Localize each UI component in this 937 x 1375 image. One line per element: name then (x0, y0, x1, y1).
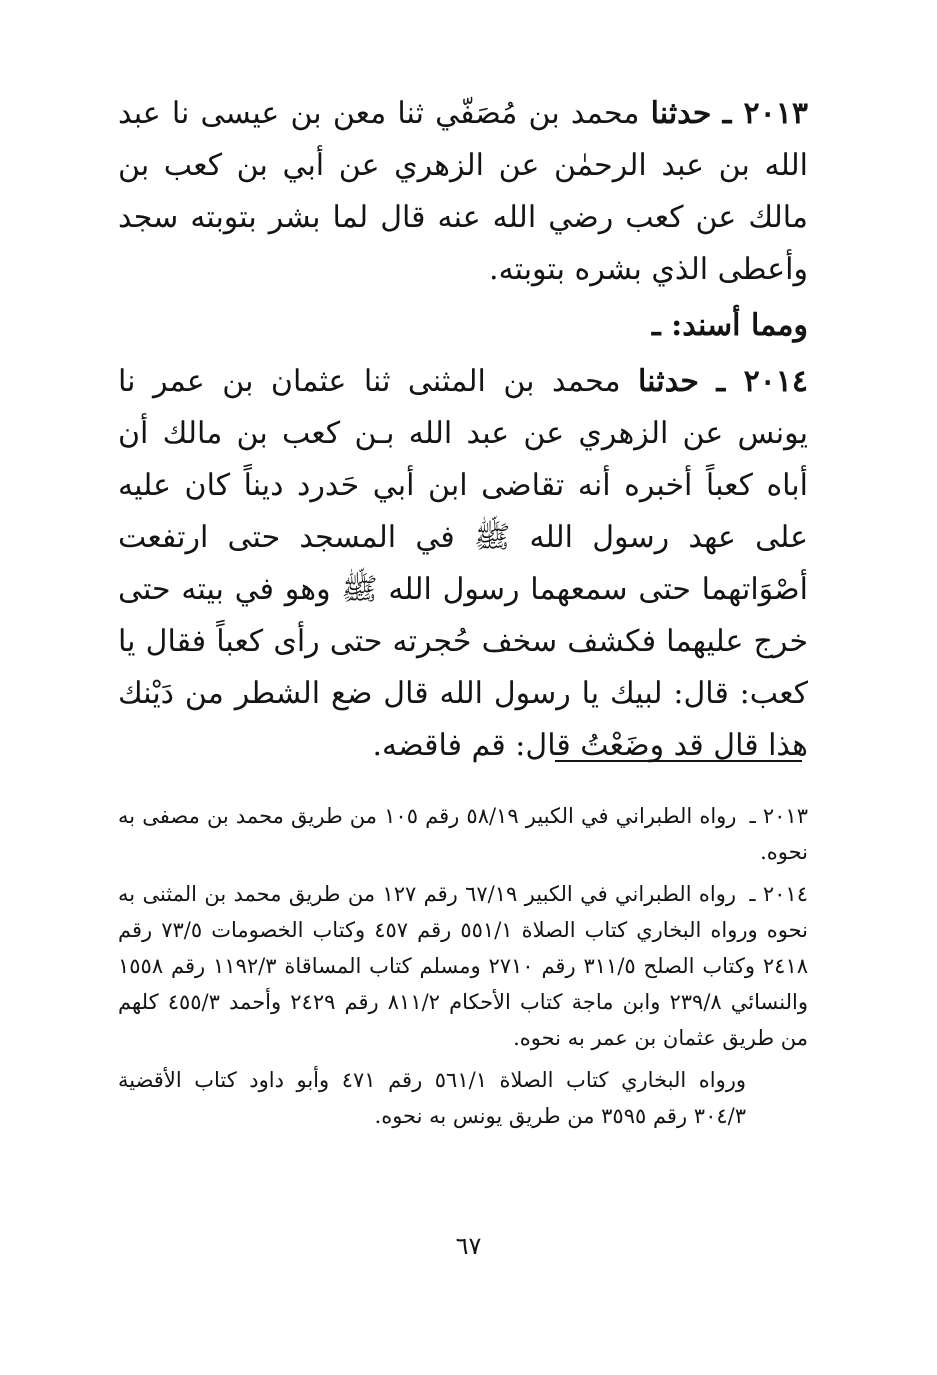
footnote-2014 (118, 876, 808, 1056)
section-heading: ومما أسند: ـ (651, 308, 808, 343)
footnote-number: ٢٠١٤ ـ (749, 882, 808, 906)
hadith-text: محمد بن مُصَفّي ثنا معن بن عيسى نا عبد الله بن عبد الرحمٰن عن الزهري عن أبي بن كعب بن مالك عن كعب رضي الله عنه قال لما بشر بتوبته سجد وأعطى الذي بشره بتوبته. (118, 96, 808, 287)
hadith-number: ٢٠١٤ ـ (716, 364, 809, 399)
hadith-2013 (118, 88, 808, 296)
footnotes (118, 798, 808, 1140)
footnote-text: ورواه البخاري كتاب الصلاة ٥٦١/١ رقم ٤٧١ وأبو داود كتاب الأقضية ٣٠٤/٣ رقم ٣٥٩٥ من طريق يونس به نحوه. (118, 1068, 746, 1128)
page-number: ٦٧ (455, 1232, 482, 1260)
footnote-divider (555, 760, 802, 762)
hadith-text: محمد بن المثنى ثنا عثمان بن عمر نا يونس عن الزهري عن عبد الله بـن كعب بن مالك أن أباه كعباً أخبره أنه تقاضى ابن أبي حَدرد ديناً كان عليه على عهد رسول الله ﷺ في المسجد حتى ارتفعت أصْوَاتهما حتى سمعهما رسول الله ﷺ وهو في بيته حتى خرج عليهما فكشف سخف حُجرته حتى رأى كعباً فقال يا كعب: قال: لبيك يا رسول الله قال ضع الشطر من دَيْنك هذا قال قد وضَعْتُ قال: قم فاقضه. (118, 364, 808, 763)
footnote-2013 (118, 798, 808, 870)
main-text (118, 88, 808, 772)
footnote-text: رواه الطبراني في الكبير ٥٨/١٩ رقم ١٠٥ من طريق محمد بن مصفى به نحوه. (118, 804, 808, 864)
footnote-number: ٢٠١٣ ـ (749, 804, 808, 828)
hadith-number: ٢٠١٣ ـ (722, 96, 808, 131)
hadith-lead: حدثنا (650, 96, 712, 131)
footnote-2014-continued (118, 1062, 808, 1134)
hadith-lead: حدثنا (638, 364, 699, 399)
footnote-text: رواه الطبراني في الكبير ٦٧/١٩ رقم ١٢٧ من طريق محمد بن المثنى به نحوه ورواه البخاري كتاب الصلاة ٥٥١/١ رقم ٤٥٧ وكتاب الخصومات ٧٣/٥ رقم ٢٤١٨ وكتاب الصلح ٣١١/٥ رقم ٢٧١٠ ومسلم كتاب المساقاة ١١٩٢/٣ رقم ١٥٥٨ والنسائي ٢٣٩/٨ وابن ماجة كتاب الأحكام ٨١١/٢ رقم ٢٤٢٩ وأحمد ٤٥٥/٣ كلهم من طريق عثمان بن عمر به نحوه. (118, 882, 809, 1050)
hadith-2014 (118, 356, 808, 772)
